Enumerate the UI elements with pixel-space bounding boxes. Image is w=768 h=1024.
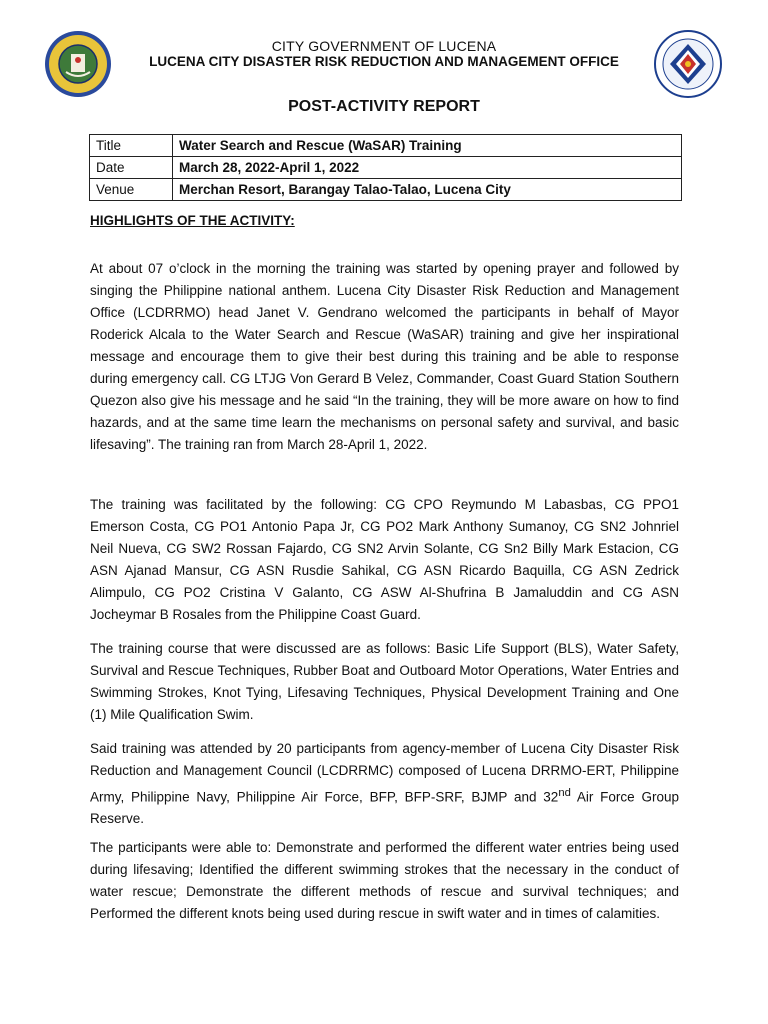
page-title: POST-ACTIVITY REPORT <box>288 98 480 115</box>
paragraph-outcomes: The participants were able to: Demonstrate and performed the different water entries being used during lifesaving; Identified the different swimming strokes that the necessary in the conduct of water rescue; Demonstrate the different methods of rescue and survival techniques; and Performed the different knots being used during rescue in swift water and in times of calamities. <box>90 839 679 921</box>
table-row <box>90 157 682 179</box>
paragraph-participants <box>90 738 679 831</box>
activity-info-table <box>89 134 682 201</box>
paragraph-text: Air Force Group Reserve. <box>90 789 679 826</box>
ordinal-suffix: nd <box>558 786 571 799</box>
table-row <box>90 179 682 201</box>
table-cell-label: Venue <box>90 179 173 201</box>
paragraph-opening: At about 07 o’clock in the morning the training was started by opening prayer and followed by singing the Philippine national anthem. Lucena City Disaster Risk Reduction and Management Office (LCDRRMO) head Janet V. Gendrano welcomed the participants in behalf of Mayor Roderick Alcala to the Water Search and Rescue (WaSAR) training and give her inspirational message and encourage them to give their best during this training and be able to response during emergency call. CG LTJG Von Gerard B Velez, Commander, Coast Guard Station Southern Quezon also give his message and he said “In the training, they will be more aware on how to find hazards, and at the same time learn the mechanisms on personal safety and survival, and basic lifesaving”. The training ran from March 28-April 1, 2022. <box>90 260 679 452</box>
table-cell-value: Water Search and Rescue (WaSAR) Training <box>173 135 682 157</box>
highlights-heading: HIGHLIGHTS OF THE ACTIVITY: <box>90 213 295 228</box>
table-cell-label: Date <box>90 157 173 179</box>
table-row <box>90 135 682 157</box>
table-cell-value: March 28, 2022-April 1, 2022 <box>173 157 682 179</box>
table-cell-value: Merchan Resort, Barangay Talao-Talao, Lucena City <box>173 179 682 201</box>
table-cell-label: Title <box>90 135 173 157</box>
paragraph-facilitators: The training was facilitated by the following: CG CPO Reymundo M Labasbas, CG PPO1 Emerson Costa, CG PO1 Antonio Papa Jr, CG PO2 Mark Anthony Sumanoy, CG SN2 Johnriel Neil Nueva, CG SW2 Rossan Fajardo, CG SN2 Arvin Solante, CG Sn2 Billy Mark Estacion, CG ASN Ajanad Mansur, CG ASN Rusdie Sahikal, CG ASN Ricardo Baquilla, CG ASN Zedrick Alimpulo, CG PO2 Cristina V Galanto, CG ASW Al-Shufrina B Jamaluddin and CG ASN Jocheymar B Rosales from the Philippine Coast Guard. <box>90 496 679 622</box>
header-office-name: LUCENA CITY DISASTER RISK REDUCTION AND MANAGEMENT OFFICE <box>149 54 619 69</box>
header-government-name: CITY GOVERNMENT OF LUCENA <box>271 38 497 54</box>
paragraph-course-topics: The training course that were discussed are as follows: Basic Life Support (BLS), Water Safety, Survival and Rescue Techniques, Rubber Boat and Outboard Motor Operations, Water Entries and Swimming Strokes, Knot Tying, Lifesaving Techniques, Physical Development Training and One (1) Mile Qualification Swim. <box>90 640 679 722</box>
paragraph-text: Said training was attended by 20 participants from agency-member of Lucena City Disaster Risk Reduction and Management Council (LCDRRMC) composed of Lucena DRRMO-ERT, Philippine Army, Philippine Navy, Philippine Air Force, BFP, BFP-SRF, BJMP and 32 <box>90 740 679 804</box>
